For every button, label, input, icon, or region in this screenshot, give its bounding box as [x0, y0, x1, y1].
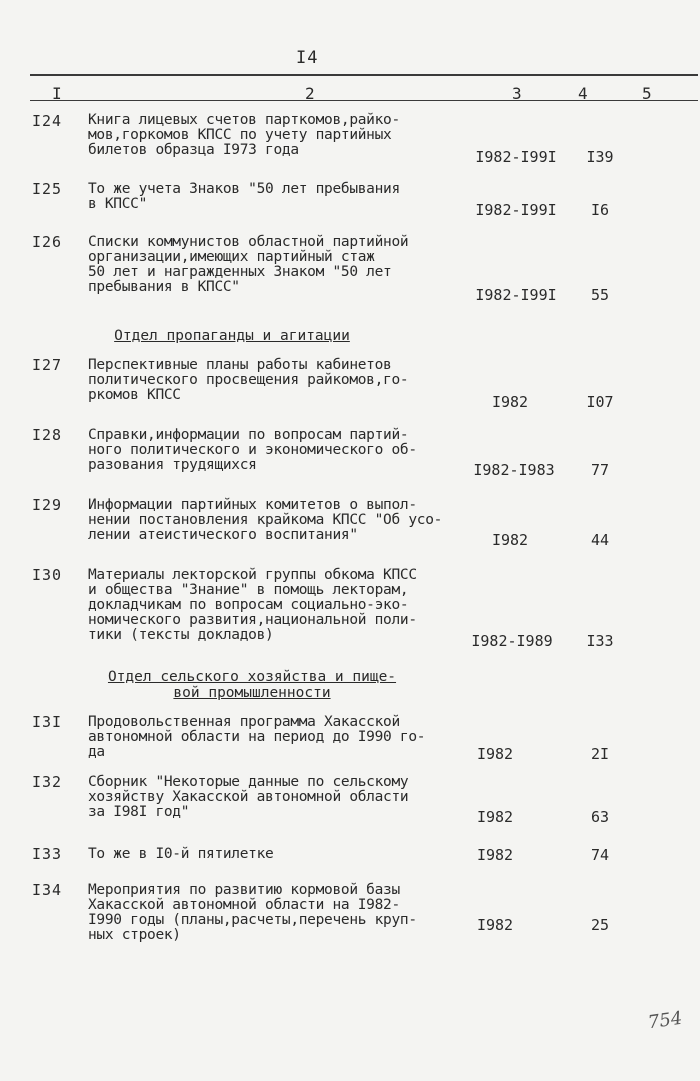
entry-count: I6	[590, 201, 610, 219]
entry-years: I982	[476, 745, 514, 763]
entry-count: 25	[590, 916, 610, 934]
entry-text: Книга лицевых счетов парткомов,райко- мов,горкомов КПСС по учету партийных билетов образца I973 года	[88, 112, 400, 158]
entry-number: I25	[32, 180, 63, 198]
entry-years: I982-I99I	[475, 148, 557, 166]
entry-years: I982	[476, 808, 514, 826]
entry-years: I982	[476, 846, 514, 864]
entry-count: 63	[590, 808, 610, 826]
entry-years: I982-I983	[473, 461, 555, 479]
entry-number: I26	[32, 233, 63, 251]
entry-text: Информации партийных комитетов о выпол- нении постановления крайкома КПСС "Об усо- лении атеистического воспитания"	[88, 497, 443, 543]
entry-count: 55	[590, 286, 610, 304]
entry-count: I39	[586, 148, 614, 166]
entry-years: I982-I989	[471, 632, 553, 650]
column-header-2: 2	[305, 84, 315, 103]
entry-count: 74	[590, 846, 610, 864]
entry-number: I24	[32, 112, 63, 130]
entry-years: I982	[476, 916, 514, 934]
handwritten-note: 754	[646, 1007, 684, 1034]
section-heading: Отдел сельского хозяйства и пище- вой промышленности	[107, 669, 397, 701]
entry-number: I32	[32, 773, 63, 791]
entry-text: Продовольственная программа Хакасской автономной области на период до I990 го- да	[88, 714, 426, 760]
entry-years: I982-I99I	[475, 201, 557, 219]
entry-number: I34	[32, 881, 63, 899]
entry-text: Списки коммунистов областной партийной организации,имеющих партийный стаж 50 лет и награжденных Знаком "50 лет пребывания в КПСС"	[88, 234, 409, 295]
entry-number: I33	[32, 845, 63, 863]
entry-years: I982	[491, 393, 529, 411]
page-number: I4	[296, 48, 319, 68]
entry-number: I30	[32, 566, 63, 584]
entry-years: I982	[491, 531, 529, 549]
entry-number: I3I	[32, 713, 63, 731]
entry-number: I27	[32, 356, 63, 374]
header-bottom-rule	[30, 100, 698, 101]
entry-count: 2I	[590, 745, 610, 763]
column-header-5: 5	[642, 84, 652, 103]
entry-text: Справки,информации по вопросам партий- ного политического и экономического об- разования трудящихся	[88, 427, 417, 473]
entry-count: I07	[586, 393, 614, 411]
entry-number: I29	[32, 496, 63, 514]
column-header-3: 3	[512, 84, 522, 103]
entry-text: То же учета Знаков "50 лет пребывания в КПСС"	[88, 181, 400, 212]
entry-years: I982-I99I	[475, 286, 557, 304]
entry-text: Мероприятия по развитию кормовой базы Хакасской автономной области на I982- I990 годы (планы,расчеты,перечень круп- ных строек)	[88, 882, 417, 943]
section-heading: Отдел пропаганды и агитации	[114, 328, 350, 344]
entry-number: I28	[32, 426, 63, 444]
entry-text: Материалы лекторской группы обкома КПСС и общества "Знание" в помощь лекторам, докладчикам по вопросам социально-эко- номического развития,национальной поли- тики (тексты докладов)	[88, 567, 417, 643]
entry-text: Сборник "Некоторые данные по сельскому хозяйству Хакасской автономной области за I98I год"	[88, 774, 409, 820]
entry-count: 77	[590, 461, 610, 479]
entry-text: То же в I0-й пятилетке	[88, 846, 274, 862]
entry-count: I33	[586, 632, 614, 650]
entry-text: Перспективные планы работы кабинетов политического просвещения райкомов,го- ркомов КПСС	[88, 357, 409, 403]
header-top-rule	[30, 74, 698, 76]
entry-count: 44	[590, 531, 610, 549]
column-header-4: 4	[578, 84, 588, 103]
column-header-1: I	[52, 84, 62, 103]
